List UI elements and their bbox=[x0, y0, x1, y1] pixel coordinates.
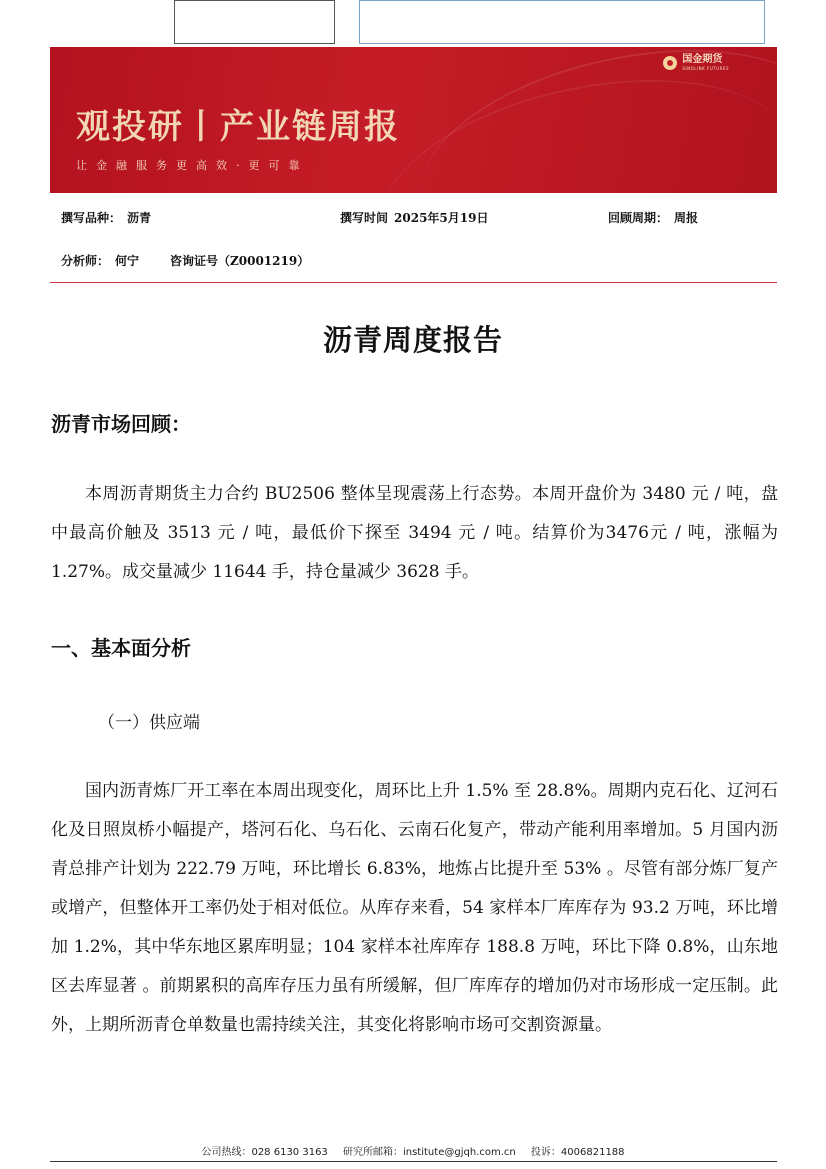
banner-title: 观投研丨产业链周报 bbox=[76, 107, 400, 147]
section-heading-review: 沥青市场回顾： bbox=[51, 412, 191, 436]
meta-analyst-label: 分析师： bbox=[61, 254, 110, 268]
footer-divider bbox=[50, 1161, 777, 1162]
footer-email: 研究所邮箱：institute@gjqh.com.cn bbox=[342, 1147, 516, 1158]
meta-cycle-label: 回顾周期： bbox=[608, 211, 669, 225]
subsection-heading-supply: （一）供应端 bbox=[98, 713, 200, 733]
footer-complaint: 投诉：4006821188 bbox=[530, 1147, 625, 1158]
header-box-right bbox=[359, 0, 765, 44]
header-box-left bbox=[174, 0, 335, 44]
brand-name: 国金期货 bbox=[682, 54, 723, 65]
paragraph-supply: 国内沥青炼厂开工率在本周出现变化，周环比上升 1.5% 至 28.8%。周期内克石化、辽河石化及日照岚桥小幅提产，塔河石化、乌石化、云南石化复产，带动产能利用率增加。5 月国内沥青总排产计划为 222.79 万吨，环比增长 6.83%，地炼占比提升至 53% 。尽管有部分炼厂复产或增产，但整体开工率仍处于相对低位。从库存来看，54 家样本厂库库存为 93.2 万吨，环比增加 1.2%，其中华东地区累库明显；104 家样本社库库存 188.8 万吨，环比下降 0.8%，山东地区去库显著 。前期累积的高库存压力虽有所缓解，但厂库库存的增加仍对市场形成一定压制。此外，上期所沥青仓单数量也需持续关注，其变化将影响市场可交割资源量。 bbox=[51, 781, 778, 1035]
meta-license: 咨询证号（Z0001219） bbox=[170, 254, 310, 268]
meta-cycle-value: 周报 bbox=[674, 211, 699, 225]
meta-variety-label: 撰写品种： bbox=[61, 211, 122, 225]
brand-logo-icon bbox=[663, 56, 677, 70]
meta-cycle bbox=[608, 209, 698, 226]
report-banner bbox=[50, 47, 777, 193]
paragraph-market-review: 本周沥青期货主力合约 BU2506 整体呈现震荡上行态势。本周开盘价为 3480 元 / 吨，盘中最高价触及 3513 元 / 吨，最低价下探至 3494 元 / 吨。结算价为3476元 / 吨，涨幅为 1.27%。成交量减少 11644 手，持仓量减少 3628 手。 bbox=[51, 484, 778, 582]
meta-time bbox=[340, 209, 488, 226]
meta-analyst bbox=[61, 252, 139, 269]
meta-variety-value: 沥青 bbox=[127, 211, 152, 225]
section-heading-fundamentals: 一、基本面分析 bbox=[51, 636, 191, 660]
brand-logo-group bbox=[663, 55, 729, 71]
brand-name-en: SINOLINK FUTURES bbox=[682, 66, 729, 71]
banner-subtitle: 让金融服务更高效·更可靠 bbox=[76, 159, 309, 172]
meta-analyst-value: 何宁 bbox=[115, 254, 140, 268]
footer-hotline: 公司热线：028 6130 3163 bbox=[201, 1147, 328, 1158]
meta-variety bbox=[61, 209, 151, 226]
page-footer bbox=[0, 1143, 826, 1158]
header-divider bbox=[50, 282, 777, 283]
document-title: 沥青周度报告 bbox=[322, 323, 503, 357]
meta-time-label: 撰写时间 bbox=[340, 211, 389, 225]
meta-time-value: 2025年5月19日 bbox=[394, 211, 489, 225]
